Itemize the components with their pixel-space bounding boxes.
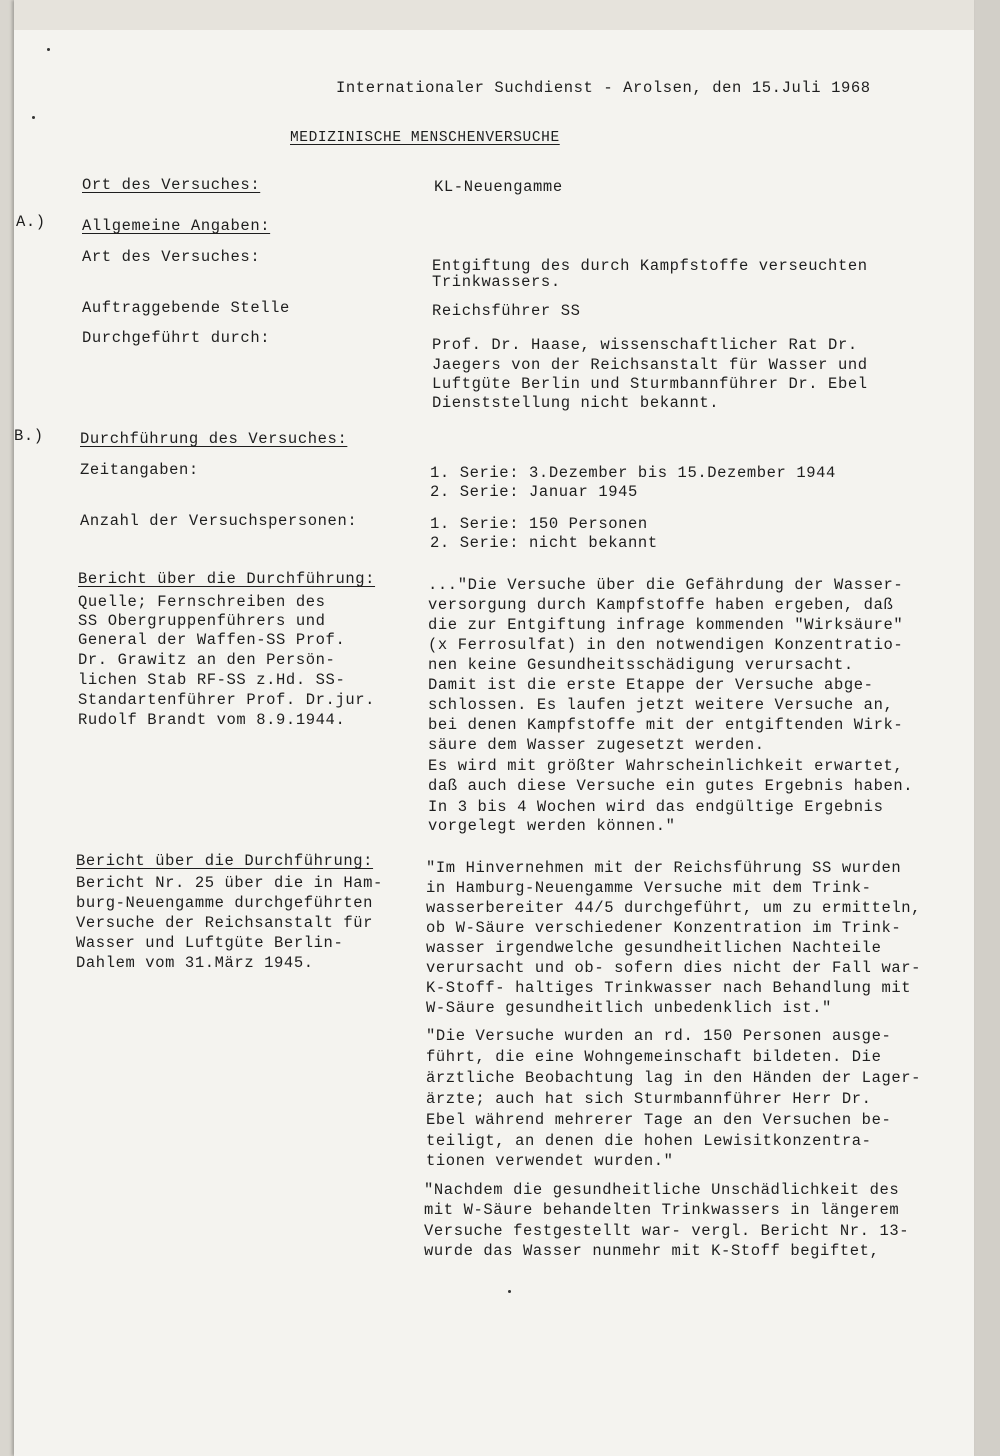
bericht2-quote-line: ob W-Säure verschiedener Konzentration im Trink- xyxy=(426,919,902,937)
bericht1-source-line: Quelle; Fernschreiben des xyxy=(78,593,326,611)
section-a-heading: Allgemeine Angaben: xyxy=(82,217,271,235)
bericht2-quote-line: teiligt, an denen die hohen Lewisitkonzentra- xyxy=(426,1132,872,1150)
durchgefuehrt-line: Luftgüte Berlin und Sturmbannführer Dr. Ebel xyxy=(432,375,868,393)
background-right xyxy=(974,0,1000,1456)
bericht2-quote-line: führt, die eine Wohngemeinschaft bildeten. Die xyxy=(426,1048,882,1066)
bericht2-quote-line: in Hamburg-Neuengamme Versuche mit dem Trink- xyxy=(426,879,872,897)
durchgefuehrt-line: Dienststellung nicht bekannt. xyxy=(432,394,720,412)
bericht2-quote-line: "Im Hinvernehmen mit der Reichsführung SS wurden xyxy=(426,859,902,877)
bericht2-quote-line: ärzte; auch hat sich Sturmbannführer Herr Dr. xyxy=(426,1090,872,1108)
stray-mark xyxy=(47,48,50,51)
durchgefuehrt-line: Jaegers von der Reichsanstalt für Wasser und xyxy=(432,356,868,374)
bericht2-source-line: Bericht Nr. 25 über die in Ham- xyxy=(76,874,383,892)
bericht1-source-line: General der Waffen-SS Prof. xyxy=(78,631,346,649)
bericht2-quote-line: Ebel während mehrerer Tage an den Versuchen be- xyxy=(426,1111,892,1129)
bericht1-source-line: Rudolf Brandt vom 8.9.1944. xyxy=(78,711,346,729)
bericht2-quote-line: Versuche festgestellt war- vergl. Bericht Nr. 13- xyxy=(424,1222,910,1240)
ort-label: Ort des Versuches: xyxy=(82,176,261,194)
bericht2-quote-line: "Die Versuche wurden an rd. 150 Personen ausge- xyxy=(426,1027,892,1045)
bericht2-quote-line: "Nachdem die gesundheitliche Unschädlichkeit des xyxy=(424,1181,900,1199)
bericht1-quote-line: versorgung durch Kampfstoffe haben ergeben, daß xyxy=(428,596,894,614)
page-top-shadow xyxy=(14,0,974,30)
bericht1-source-line: lichen Stab RF-SS z.Hd. SS- xyxy=(78,671,346,689)
bericht1-quote-line: vorgelegt werden können." xyxy=(428,817,676,835)
bericht1-quote-line: daß auch diese Versuche ein gutes Ergebnis haben. xyxy=(428,777,914,795)
bericht2-quote-line: wurde das Wasser nunmehr mit K-Stoff begiftet, xyxy=(424,1242,880,1260)
stray-mark xyxy=(32,116,35,119)
bericht2-quote-line: tionen verwendet wurden." xyxy=(426,1152,674,1170)
bericht2-quote-line: W-Säure gesundheitlich unbedenklich ist." xyxy=(426,999,832,1017)
zeit-line: 1. Serie: 3.Dezember bis 15.Dezember 1944 xyxy=(430,464,836,482)
art-value-line: Trinkwassers. xyxy=(432,273,561,291)
bericht1-quote-line: bei denen Kampfstoffe mit der entgiftenden Wirk- xyxy=(428,716,904,734)
auftrag-label: Auftraggebende Stelle xyxy=(82,299,290,317)
bericht2-quote-line: wasserbereiter 44/5 durchgeführt, um zu ermitteln, xyxy=(426,899,922,917)
bericht2-quote-line: verursacht und ob- sofern dies nicht der Fall war- xyxy=(426,959,922,977)
bericht1-quote-line: In 3 bis 4 Wochen wird das endgültige Ergebnis xyxy=(428,798,884,816)
anzahl-line: 2. Serie: nicht bekannt xyxy=(430,534,658,552)
bericht2-source-line: Dahlem vom 31.März 1945. xyxy=(76,954,314,972)
bericht1-quote-line: (x Ferrosulfat) in den notwendigen Konzentratio- xyxy=(428,636,904,654)
ort-value: KL-Neuengamme xyxy=(434,178,563,196)
art-value-line: Entgiftung des durch Kampfstoffe verseuchten xyxy=(432,257,868,275)
bericht1-source-line: Standartenführer Prof. Dr.jur. xyxy=(78,691,376,709)
bericht1-quote-line: Es wird mit größter Wahrscheinlichkeit erwartet, xyxy=(428,757,904,775)
section-b-heading: Durchführung des Versuches: xyxy=(80,430,348,448)
document-page xyxy=(14,0,974,1456)
bericht1-source-line: Dr. Grawitz an den Persön- xyxy=(78,651,336,669)
durchgefuehrt-label: Durchgeführt durch: xyxy=(82,329,271,347)
bericht1-heading: Bericht über die Durchführung: xyxy=(78,570,376,588)
section-a-marker: A.) xyxy=(16,213,46,231)
bericht1-quote-line: die zur Entgiftung infrage kommenden "Wirksäure" xyxy=(428,616,904,634)
bericht1-quote-line: ..."Die Versuche über die Gefährdung der Wasser- xyxy=(428,576,904,594)
bericht1-quote-line: säure dem Wasser zugesetzt werden. xyxy=(428,736,765,754)
document-title: MEDIZINISCHE MENSCHENVERSUCHE xyxy=(290,130,560,146)
bericht1-quote-line: nen keine Gesundheitsschädigung verursacht. xyxy=(428,656,854,674)
bericht2-quote-line: ärztliche Beobachtung lag in den Händen der Lager- xyxy=(426,1069,922,1087)
anzahl-label: Anzahl der Versuchspersonen: xyxy=(80,512,358,530)
stray-mark xyxy=(508,1290,511,1293)
art-label: Art des Versuches: xyxy=(82,248,261,266)
section-b-marker: B.) xyxy=(14,427,44,445)
bericht2-source-line: burg-Neuengamme durchgeführten xyxy=(76,894,374,912)
bericht2-quote-line: wasser irgendwelche gesundheitlichen Nachteile xyxy=(426,939,882,957)
auftrag-value: Reichsführer SS xyxy=(432,302,581,320)
bericht1-quote-line: Damit ist die erste Etappe der Versuche abge- xyxy=(428,676,874,694)
anzahl-line: 1. Serie: 150 Personen xyxy=(430,515,648,533)
bericht2-source-line: Wasser und Luftgüte Berlin- xyxy=(76,934,344,952)
header-line: Internationaler Suchdienst - Arolsen, den 15.Juli 1968 xyxy=(336,79,871,97)
bericht2-quote-line: mit W-Säure behandelten Trinkwassers in längerem xyxy=(424,1201,900,1219)
bericht2-source-line: Versuche der Reichsanstalt für xyxy=(76,914,374,932)
bericht1-quote-line: schlossen. Es laufen jetzt weitere Versuche an, xyxy=(428,696,894,714)
bericht2-heading: Bericht über die Durchführung: xyxy=(76,852,374,870)
bericht1-source-line: SS Obergruppenführers und xyxy=(78,612,326,630)
zeit-label: Zeitangaben: xyxy=(80,461,199,479)
durchgefuehrt-line: Prof. Dr. Haase, wissenschaftlicher Rat Dr. xyxy=(432,336,858,354)
bericht2-quote-line: K-Stoff- haltiges Trinkwasser nach Behandlung mit xyxy=(426,979,912,997)
zeit-line: 2. Serie: Januar 1945 xyxy=(430,483,638,501)
